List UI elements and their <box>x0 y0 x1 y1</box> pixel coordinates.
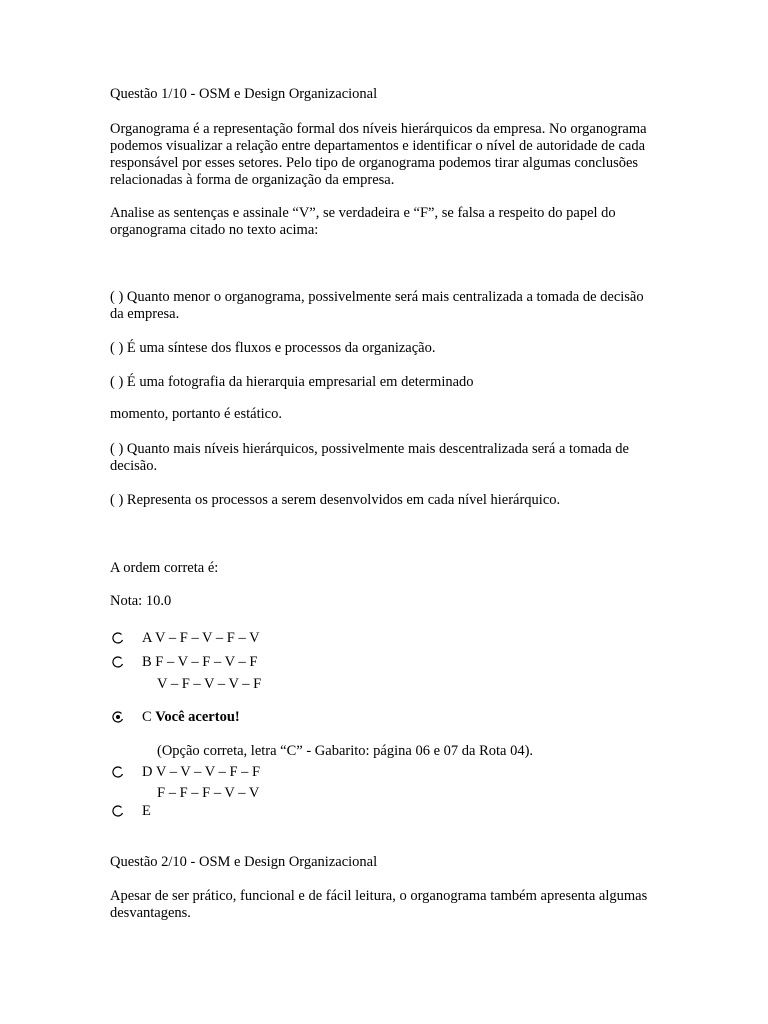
option-a-radio[interactable] <box>112 632 124 644</box>
option-b-letter: B <box>142 654 152 670</box>
option-b-text: F – V – F – V – F <box>155 654 258 670</box>
option-c[interactable] <box>142 709 240 726</box>
option-c-explanation: (Opção correta, letra “C” - Gabarito: página 06 e 07 da Rota 04). <box>157 743 534 759</box>
radio-unselected-icon <box>112 632 124 644</box>
statement-1: ( ) Quanto menor o organograma, possivelmente será mais centralizada a tomada de decisão da empresa. <box>110 289 644 322</box>
statement-2: ( ) É uma síntese dos fluxos e processos da organização. <box>110 340 436 356</box>
statement-3: ( ) É uma fotografia da hierarquia empresarial em determinado <box>110 374 474 390</box>
question-1-intro: Organograma é a representação formal dos níveis hierárquicos da empresa. No organograma podemos visualizar a relação entre departamentos e identificar o nível de autoridade de cada responsável por esses setores. Pelo tipo de organograma podemos tirar algumas conclusões relacionadas à forma de organização da empresa. <box>110 121 647 188</box>
question-1-instruction: Analise as sentenças e assinale “V”, se verdadeira e “F”, se falsa a respeito do papel do organograma citado no texto acima: <box>110 205 616 238</box>
order-label: A ordem correta é: <box>110 560 219 576</box>
grade: Nota: 10.0 <box>110 593 172 609</box>
option-b-second-line: V – F – V – V – F <box>157 676 262 692</box>
statement-5: ( ) Representa os processos a serem desenvolvidos em cada nível hierárquico. <box>110 492 561 508</box>
question-2-title: Questão 2/10 - OSM e Design Organizacional <box>110 854 378 870</box>
option-e[interactable] <box>142 803 151 820</box>
radio-unselected-icon <box>112 656 124 668</box>
option-c-feedback: Você acertou! <box>155 709 240 725</box>
question-1-title: Questão 1/10 - OSM e Design Organizacional <box>110 86 378 102</box>
question-2-intro: Apesar de ser prático, funcional e de fácil leitura, o organograma também apresenta algumas desvantagens. <box>110 888 648 921</box>
option-e-letter: E <box>142 803 151 819</box>
option-d-letter: D <box>142 764 153 780</box>
option-d-radio[interactable] <box>112 766 124 778</box>
option-a-letter: A <box>142 630 152 646</box>
option-e-radio[interactable] <box>112 805 124 817</box>
statement-4: ( ) Quanto mais níveis hierárquicos, possivelmente mais descentralizada será a tomada de decisão. <box>110 441 629 474</box>
statement-3-continued: momento, portanto é estático. <box>110 406 282 422</box>
option-b[interactable] <box>142 654 257 671</box>
option-d-text: V – V – V – F – F <box>155 764 261 780</box>
option-b-radio[interactable] <box>112 656 124 668</box>
option-c-radio[interactable] <box>112 711 124 723</box>
option-d-second-line: F – F – F – V – V <box>157 785 260 801</box>
option-d[interactable] <box>142 764 260 781</box>
radio-selected-icon <box>112 711 124 723</box>
option-c-letter: C <box>142 709 152 725</box>
option-a[interactable] <box>142 630 260 647</box>
option-a-text: V – F – V – F – V <box>155 630 260 646</box>
radio-unselected-icon <box>112 766 124 778</box>
radio-unselected-icon <box>112 805 124 817</box>
